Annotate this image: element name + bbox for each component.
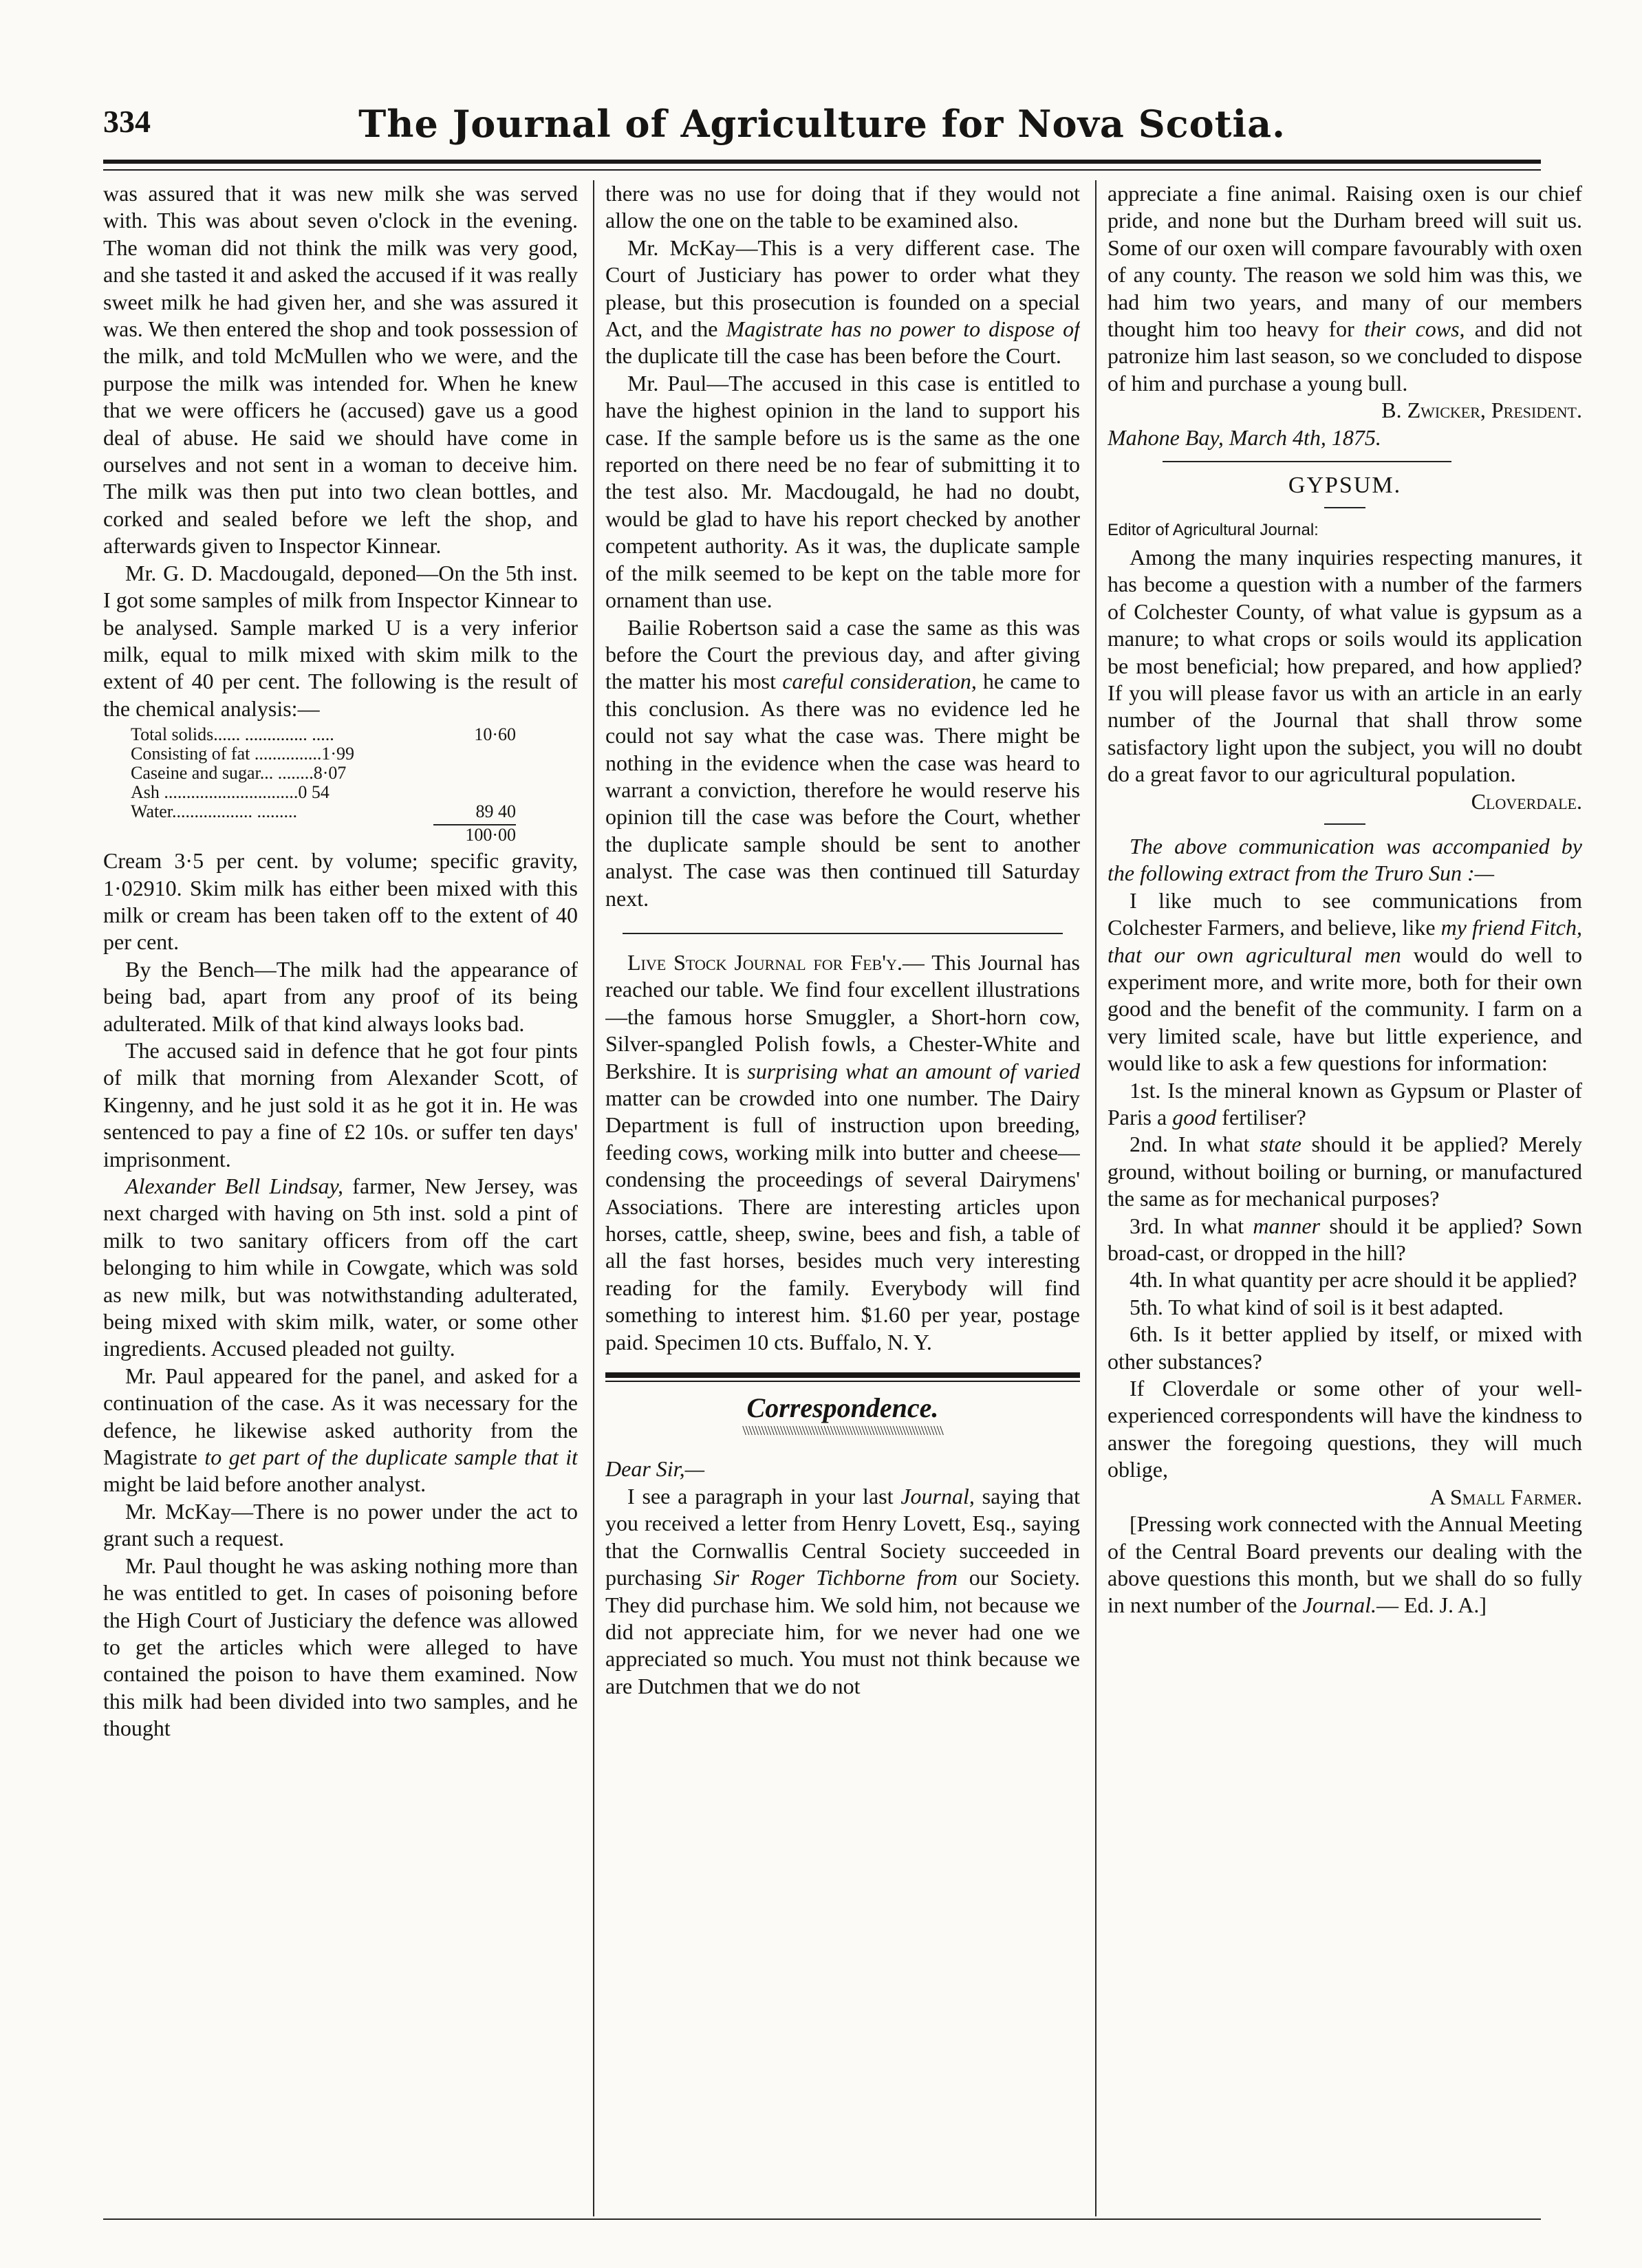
question: [1108, 1077, 1582, 1132]
defendant-name: Alexander Bell Lindsay,: [125, 1174, 344, 1198]
paragraph: [605, 614, 1080, 912]
column-divider: [1095, 180, 1097, 2216]
question: 5th. To what kind of soil is it best adapted.: [1130, 1294, 1504, 1319]
text-run: appreciate a fine animal. Raising oxen is our chief pride, and none but the Durham breed will suit us. Some of our oxen will compare favourably with oxen of any county. The reason we sold him was this, we had him two years, and many of our members thought him too heavy for: [1108, 181, 1582, 342]
ornamental-rule: \\\\\\\\\\\\\\\\\\\\\\\\\\\\\\\\\\\\\\\\\\\\\\\\\\\\\\\\\\\\\\\\: [742, 1424, 943, 1438]
italic-run: Journal.: [1302, 1592, 1377, 1618]
analysis-label: Consisting of fat ...............1·99: [131, 744, 354, 764]
italic-run: Journal,: [900, 1483, 975, 1509]
question: 4th. In what quantity per acre should it be applied?: [1130, 1267, 1577, 1293]
column-2: [605, 180, 1080, 2216]
question: [1108, 1213, 1582, 1267]
text-run: — Ed. J. A.]: [1376, 1592, 1487, 1618]
paragraph: [103, 1363, 578, 1498]
paragraph: The accused said in defence that he got four pints of milk that morning from Alexander Scott, of Kingenny, and he just sold it as he got it in. He was sentenced to pay a fine of £2 10s. or suffer ten days' imprisonment.: [103, 1037, 578, 1171]
text-run: farmer, New Jersey, was next charged with having on 5th inst. sold a pint of milk to two sanitary officers from off the cart belonging to him while in Cowgate, which was sold as new milk, but was notwithstanding adulterated, being mixed with skim milk, water, or some other ingredients. Accused pleaded not guilty.: [103, 1174, 578, 1361]
text-run: I see a paragraph in your last: [627, 1483, 901, 1509]
question: [1108, 1131, 1582, 1212]
italic-run: to get part of the duplicate sample that it: [204, 1445, 578, 1470]
question: 6th. Is it better applied by itself, or mixed with other substances?: [1108, 1321, 1582, 1374]
analysis-total: 100·00: [433, 824, 516, 845]
analysis-label: Caseine and sugar... ........8·07: [131, 763, 347, 784]
text-run: 3rd. In what: [1130, 1213, 1253, 1238]
italic-run: manner: [1253, 1213, 1321, 1238]
signature: Cloverdale.: [1471, 788, 1582, 814]
column-divider: [593, 180, 594, 2216]
paragraph: [1108, 833, 1582, 887]
journal-title: The Journal of Agriculture for Nova Scotia.: [358, 102, 1286, 146]
text-run: Mr. McKay—This is a very different case. The Court of Justiciary has power to order what they please, but this prosecution is founded on a special Act, and the: [605, 235, 1080, 342]
italic-run: my friend Fitch, that our own agricultural men: [1108, 915, 1582, 967]
analysis-value: 10·60: [474, 724, 516, 745]
salutation: Dear Sir,—: [605, 1456, 705, 1482]
analysis-row: [131, 725, 516, 744]
paragraph: By the Bench—The milk had the appearance of being bad, apart from any proof of its being adulterated. Milk of that kind always looks bad.: [103, 956, 578, 1036]
short-rule: [1324, 823, 1365, 825]
text-run: might be laid before another analyst.: [103, 1471, 426, 1497]
header-rule-thin: [103, 169, 1541, 171]
column-1: [103, 180, 578, 2216]
analysis-label: Total solids...... .............. .....: [131, 724, 334, 745]
analysis-row: [131, 802, 516, 821]
column-3: [1108, 180, 1582, 2216]
italic-run: Magistrate has no power to dispose of: [726, 316, 1080, 342]
paragraph: Among the many inquiries respecting manures, it has become a question with a number of the farmers of Colchester County, of what value is gypsum as a manure; to what crops or soils would its application be most beneficial; how prepared, and how applied? If you will please favor us with an article in an early number of the Journal that shall throw some satisfactory light upon the subject, you will no doubt do a great favor to our agricultural population.: [1108, 544, 1582, 787]
text-run: the duplicate till the case has been before the Court.: [605, 343, 1061, 369]
section-divider: [623, 933, 1063, 934]
paragraph: Mr. McKay—There is no power under the act to grant such a request.: [103, 1498, 578, 1551]
text-run: matter can be crowded into one number. The Dairy Department is full of instruction upon breeding, feeding cows, working milk into butter and cheese—condensing the proceedings of several Dairymens' Associations. There are interesting articles upon horses, cattle, sheep, swine, bees and fish, a table of all the fast horses, besides much very interesting reading for the family. Everybody will find something to interest him. $1.60 per year, postage paid. Specimen 10 cts. Buffalo, N. Y.: [605, 1086, 1080, 1354]
live-stock-notice: [605, 949, 1080, 1356]
paragraph: [605, 235, 1080, 370]
paragraph: [1108, 180, 1582, 397]
footer-rule: [103, 2218, 1541, 2220]
text-run: Bailie Robertson said a case the same as this was before the Court the previous day, and after giving the matter his most: [605, 614, 1080, 694]
page-number: 334: [103, 104, 151, 139]
text-run: fertiliser?: [1216, 1105, 1306, 1130]
section-divider: [1163, 461, 1451, 462]
signature: B. Zwicker, President.: [1381, 398, 1582, 423]
text-run: he came to this conclusion. As there was no evidence led he could not say what the case was. There might be nothing in the evidence when the case was heard to warrant a conviction, therefore he would reserve his opinion till the case was before the Court, whether the duplicate sample should be sent to another analyst. The case was then continued till Saturday next.: [605, 669, 1080, 911]
text-run: 2nd. In what: [1130, 1132, 1260, 1157]
paragraph: [1108, 887, 1582, 1077]
editorial-note: [1108, 1511, 1582, 1619]
italic-run: Sir Roger Tichborne from: [713, 1565, 958, 1590]
paragraph: If Cloverdale or some other of your well-experienced correspondents will have the kindness to answer the foregoing questions, they will much oblige,: [1108, 1376, 1582, 1482]
text-run: saying that you received a letter from Henry Lovett, Esq., saying that the Cornwallis Central Society succeeded in purchasing: [605, 1483, 1080, 1590]
section-rule-thin: [605, 1381, 1080, 1382]
text-run: our Society. They did purchase him. We sold him, not because we did not appreciate him, for we never had one we appreciated so much. You must not think because we are Dutchmen that we do not: [605, 1565, 1080, 1698]
dateline: Mahone Bay, March 4th, 1875.: [1108, 424, 1381, 450]
gypsum-heading: GYPSUM.: [1288, 473, 1402, 499]
source-name: Truro Sun :—: [1374, 861, 1495, 886]
italic-run: The above communication was accompanied by the following extract from the: [1108, 833, 1582, 886]
text-run: — This Journal has reached our table. We find four excellent illustrations—the famous horse Smuggler, a Short-horn cow, Silver-spangled Polish fowls, a Chester-White and Berkshire. It is: [605, 949, 1080, 1083]
paragraph: Mr. Paul—The accused in this case is entitled to have the highest opinion in the land to support his case. If the sample before us is the same as the one reported on there need be no fear of submitting it to the test also. Mr. Macdougald, he had no doubt, would be glad to have his report checked by another competent authority. As it was, the duplicate sample of the milk seemed to be kept on the table more for ornament than use.: [605, 370, 1080, 613]
paragraph: [605, 1483, 1080, 1700]
paragraph: Mr. G. D. Macdougald, deponed—On the 5th inst. I got some samples of milk from Inspector Kinnear to be analysed. Sample marked U is a very inferior milk, equal to milk mixed with skim milk to the extent of 40 per cent. The following is the result of the chemical analysis:—: [103, 560, 578, 721]
analysis-label: Ash ..............................0 54: [131, 782, 330, 803]
editor-address: Editor of Agricultural Journal:: [1108, 521, 1319, 540]
text-run: 1st. Is the mineral known as Gypsum or Plaster of Paris a: [1108, 1077, 1582, 1130]
signature: A Small Farmer.: [1429, 1484, 1582, 1509]
chemical-analysis-table: [131, 725, 516, 845]
paragraph: there was no use for doing that if they would not allow the one on the table to be examined also.: [605, 181, 1080, 233]
text-run: should it be applied? Merely ground, without boiling or burning, or manufactured the same as for mechanical purposes?: [1108, 1132, 1582, 1211]
section-rule: [605, 1372, 1080, 1378]
italic-run: their cows,: [1363, 316, 1465, 342]
paragraph: Cream 3·5 per cent. by volume; specific gravity, 1·02910. Skim milk has either been mixed with this milk or cream has been taken off to the extent of 40 per cent.: [103, 848, 578, 955]
text-run: would do well to experiment more, and write more, both for their own good and the benefit of the community. I farm on a very limited scale, have but little experience, and would like to ask a few questions for information:: [1108, 942, 1582, 1076]
paragraph: [103, 1173, 578, 1363]
text-run: and did not patronize him last season, so we concluded to dispose of him and purchase a young bull.: [1108, 316, 1582, 396]
analysis-label: Water.................. .........: [131, 801, 297, 822]
analysis-value: 89 40: [475, 801, 516, 822]
text-run: Mr. Paul appeared for the panel, and asked for a continuation of the case. As it was necessary for the defence, he likewise asked authority from the Magistrate: [103, 1363, 578, 1470]
paragraph: Mr. Paul thought he was asking nothing more than he was entitled to get. In cases of poisoning before the High Court of Justiciary the defence was allowed to get the articles which were alleged to have contained the poison to have them examined. Now this milk had been divided into two samples, and he thought: [103, 1553, 578, 1741]
analysis-row: [131, 783, 516, 802]
analysis-row: [131, 744, 516, 764]
italic-run: surprising what an amount of varied: [747, 1058, 1080, 1083]
header-rule: [103, 160, 1541, 164]
notice-heading: Live Stock Journal for Feb'y.: [627, 949, 903, 975]
italic-run: state: [1260, 1132, 1301, 1157]
italic-run: careful consideration,: [782, 669, 977, 694]
italic-run: good: [1172, 1105, 1217, 1130]
text-run: [Pressing work connected with the Annual Meeting of the Central Board prevents our dealing with the above questions this month, but we shall do so fully in next number of the: [1108, 1511, 1582, 1618]
text-run: should it be applied? Sown broad-cast, or dropped in the hill?: [1108, 1213, 1582, 1266]
analysis-row: [131, 764, 516, 783]
short-rule: [1324, 507, 1365, 508]
text-run: I like much to see communications from Colchester Farmers, and believe, like: [1108, 887, 1582, 940]
paragraph: was assured that it was new milk she was served with. This was about seven o'clock in the evening. The woman did not think the milk was very good, and she tasted it and asked the accused if it was really sweet milk he had given her, and she was assured it was. We then entered the shop and took possession of the milk, and told McMullen who we were, and the purpose the milk was intended for. When he knew that we were officers he (accused) gave us a good deal of abuse. He said we should have come in ourselves and not sent in a woman to deceive him. The milk was then put into two clean bottles, and corked and sealed before we left the shop, and afterwards given to Inspector Kinnear.: [103, 181, 578, 559]
correspondence-heading: Correspondence.: [746, 1392, 939, 1424]
